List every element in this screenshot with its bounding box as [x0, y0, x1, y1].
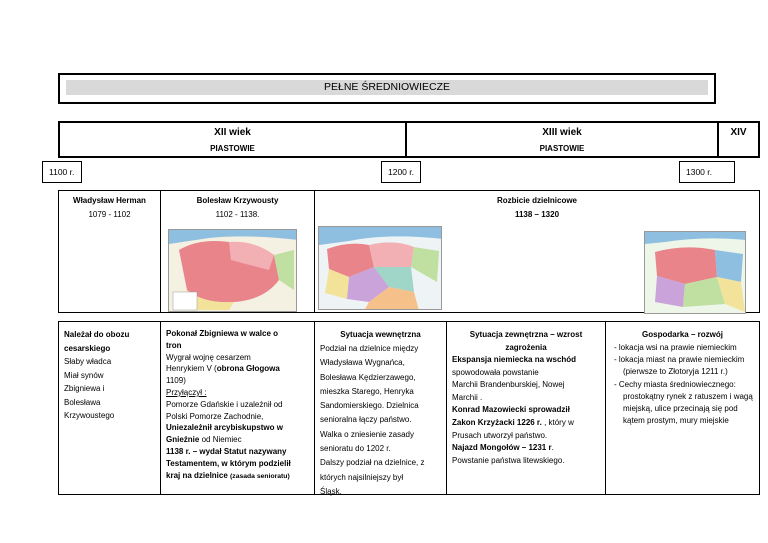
- krzywousty-line-5: 1109): [166, 376, 186, 386]
- external-head-2: zagrożenia: [505, 343, 547, 352]
- internal-situation-cell: [314, 321, 447, 495]
- krzywousty-line-8: Polski Pomorze Zachodnie,: [166, 411, 264, 421]
- krzywousty-line-6: Przyłączył :: [166, 387, 207, 397]
- external-line-7: Prusach utworzył państwo.: [452, 430, 548, 440]
- herman-line-7: Krzywoustego: [64, 411, 115, 420]
- century-xiii-box: [405, 121, 719, 158]
- internal-line-2: Władysława Wygnańca,: [320, 358, 405, 368]
- internal-line-1: Podział na dzielnice między: [320, 344, 419, 353]
- title-bar: [66, 80, 708, 95]
- ruler-herman-cell: [58, 190, 161, 313]
- krzywousty-line-10b: od Niemiec: [199, 435, 242, 445]
- ruler-krzywousty-name: Bolesław Krzywousty: [196, 196, 279, 205]
- internal-line-8: senioratu do 1202 r.: [320, 444, 391, 454]
- century-xiv-box: [717, 121, 760, 158]
- krzywousty-line-4a: Henrykiem V (: [166, 364, 217, 374]
- historical-map-poland-13th-century-icon: [644, 231, 746, 314]
- economy-item-2: - lokacja miast na prawie niemieckim (pierwsze to Złotoryja 1211 r.): [614, 355, 745, 377]
- ruler-herman-name: Władysław Herman: [73, 196, 146, 205]
- internal-line-7: Walka o zniesienie zasady: [320, 429, 414, 439]
- krzywousty-line-7: Pomorze Gdańskie i uzależnił od: [166, 399, 283, 409]
- external-line-3: Marchii Brandenburskiej, Nowej: [452, 380, 565, 390]
- herman-line-5: Zbigniewa i: [64, 384, 105, 393]
- economy-item-1: - lokacja wsi na prawie niemieckim: [614, 343, 737, 352]
- ruler-krzywousty-dates: 1102 - 1138.: [215, 210, 260, 219]
- herman-line-6: Bolesława: [64, 397, 101, 407]
- herman-line-3: Słaby władca: [64, 357, 112, 366]
- internal-situation-head: [315, 328, 446, 341]
- krzywousty-line-9: Uniezależnił arcybiskupstwo w: [166, 423, 283, 433]
- historical-map-poland-krzywousty-icon: [168, 229, 297, 312]
- external-line-1: Ekspansja niemiecka na wschód: [452, 355, 577, 364]
- external-line-2: spowodowała powstanie: [452, 367, 539, 377]
- ruler-herman-dates: 1079 - 1102: [88, 210, 131, 219]
- krzywousty-line-10a: Gnieźnie: [166, 435, 200, 445]
- external-line-6a: Zakon Krzyżacki 1226 r.: [452, 417, 545, 427]
- internal-line-5: Sandomierskiego. Dzielnica: [320, 401, 419, 411]
- page-title: PEŁNE ŚREDNIOWIECZE: [323, 81, 451, 93]
- external-head-1: Sytuacja zewnętrzna – wzrost: [469, 330, 583, 339]
- krzywousty-line-13b: (zasada senioratu): [230, 472, 290, 480]
- internal-line-10: których najsilniejszy był: [320, 472, 404, 482]
- external-line-6b: , który w: [544, 417, 574, 427]
- internal-situation-title: Sytuacja wewnętrzna: [340, 330, 421, 339]
- external-line-9: Powstanie państwa litewskiego.: [452, 455, 565, 465]
- title-box: [58, 73, 716, 104]
- historical-map-poland-fragmentation-icon: [318, 226, 442, 310]
- krzywousty-line-2: tron: [166, 340, 182, 350]
- external-line-4: Marchii .: [452, 392, 483, 402]
- external-line-5: Konrad Mazowiecki sprowadził: [452, 405, 570, 415]
- century-xiv-label: XIV: [730, 127, 747, 138]
- herman-line-4: Miał synów: [64, 370, 104, 380]
- external-line-8a: Najazd Mongołów – 1231 r: [452, 443, 552, 453]
- year-1300: 1300 r.: [679, 161, 735, 183]
- century-xii-label: XII wiek: [214, 127, 251, 138]
- rozbicie-dates: 1138 – 1320: [514, 210, 560, 219]
- krzywousty-line-3: Wygrał wojnę cesarzem: [166, 352, 251, 362]
- krzywousty-info-cell: [160, 321, 315, 495]
- external-line-8b: .: [551, 443, 554, 453]
- year-1200: 1200 r.: [381, 161, 421, 183]
- krzywousty-line-11: 1138 r. – wydał Statut nazywany: [166, 446, 287, 456]
- economy-title: Gospodarka – rozwój: [642, 330, 723, 339]
- internal-line-11: Śląsk.: [320, 486, 342, 496]
- krzywousty-line-12: Testamentem, w którym podzielił: [166, 458, 291, 468]
- krzywousty-line-4b: obrona Głogowa: [216, 364, 280, 374]
- internal-line-9: Dalszy podział na dzielnice, z: [320, 458, 425, 468]
- economy-item-3: - Cechy miasta średniowiecznego: prostokątny rynek z ratuszem i wagą miejską, ulice przecinają się pod kątem prostym, mury miejskie: [614, 379, 753, 426]
- krzywousty-line-13a: kraj na dzielnice: [166, 470, 231, 480]
- krzywousty-line-13: [166, 470, 291, 483]
- external-line-8: [452, 442, 576, 455]
- internal-line-4: mieszka Starego, Henryka: [320, 386, 414, 396]
- krzywousty-line-4: [166, 363, 291, 375]
- herman-info-cell: [58, 321, 161, 495]
- century-xiii-label: XIII wiek: [542, 127, 582, 138]
- century-xii-dynasty: PIASTOWIE: [210, 144, 255, 153]
- rozbicie-name: Rozbicie dzielnicowe: [496, 196, 577, 205]
- century-xiii-dynasty: PIASTOWIE: [539, 144, 585, 153]
- economy-cell: [605, 321, 760, 495]
- krzywousty-line-10: [166, 434, 291, 446]
- century-xii-box: [58, 121, 407, 158]
- krzywousty-line-1: Pokonał Zbigniewa w walce o: [166, 329, 279, 338]
- internal-line-6: senioralna łączy państwo.: [320, 415, 412, 425]
- herman-line-1: Należał do obozu: [64, 330, 130, 339]
- internal-line-3: Bolesława Kędzierzawego,: [320, 372, 416, 382]
- herman-line-2: cesarskiego: [64, 343, 111, 353]
- external-line-6: [452, 417, 576, 430]
- external-situation-cell: [446, 321, 606, 495]
- year-1100: 1100 r.: [42, 161, 82, 183]
